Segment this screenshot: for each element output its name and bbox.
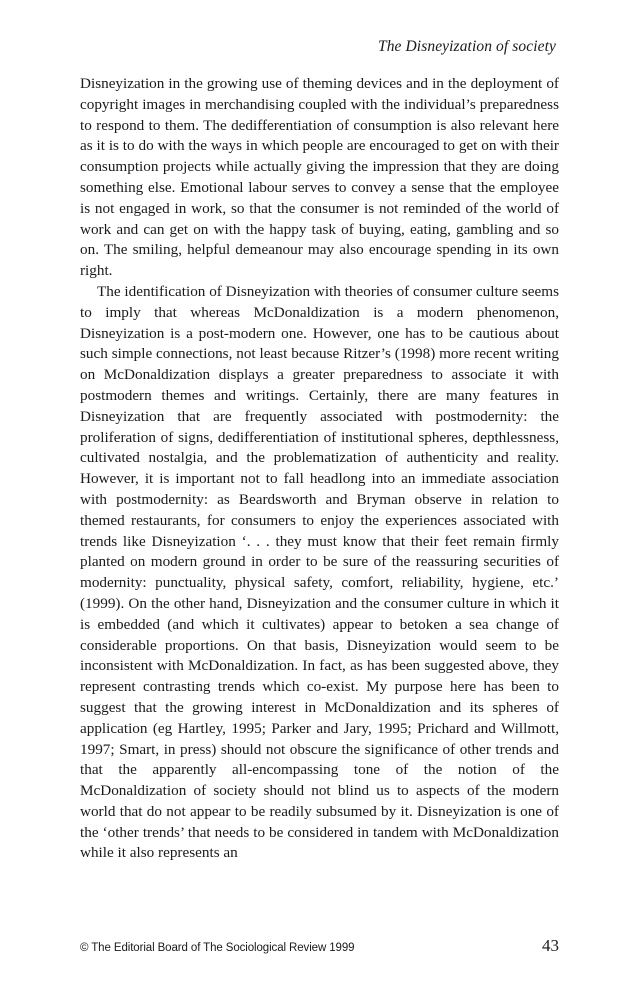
copyright-notice: © The Editorial Board of The Sociological Review 1999 <box>80 942 355 954</box>
page-footer <box>80 936 559 956</box>
page-number: 43 <box>542 936 559 955</box>
running-head-title: The Disneyization of society <box>377 38 556 55</box>
paragraph-1: Disneyization in the growing use of theming devices and in the deployment of copyright images in merchandising coupled with the individual’s preparedness to respond to them. The dedifferentiation of consumption is also relevant here as it is to do with the ways in which people are encouraged to get on with their consumption projects while actually giving the impression that they are doing something else. Emotional labour serves to convey a sense that the employee is not engaged in work, so that the consumer is not reminded of the world of work and can get on with the happy task of buying, eating, gambling and so on. The smiling, helpful demeanour may also encourage spending in its own right. <box>80 75 559 280</box>
paragraph-2: The identification of Disneyization with theories of consumer culture seems to imply that whereas McDonaldization is a modern phenomenon, Disneyization is a post-modern one. However, one has to be cautious about such simple connections, not least because Ritzer’s (1998) more recent writing on McDonaldization displays a greater preparedness to associate it with postmodern themes and writings. Certainly, there are many features in Disneyization that are frequently associated with postmodernity: the proliferation of signs, dedifferentiation of institutional spheres, depthlessness, cultivated nostalgia, and the problematization of authenticity and reality. However, it is important not to fall headlong into an immediate association with postmodernity: as Beardsworth and Bryman observe in relation to themed restaurants, for consumers to enjoy the experiences associated with trends like Disneyization ‘. . . they must know that their feet remain firmly planted on modern ground in order to be sure of the reassuring securities of modernity: punctuality, physical safety, comfort, reliability, hygiene, etc.’ (1999). On the other hand, Disneyization and the consumer culture in which it is embedded (and which it cultivates) appear to betoken a sea change of considerable proportions. On that basis, Disneyization would seem to be inconsistent with McDonaldization. In fact, as has been suggested above, they represent contrasting trends which co-exist. My purpose here has been to suggest that the growing interest in McDonaldization and its spheres of application (eg Hartley, 1995; Parker and Jary, 1995; Prichard and Willmott, 1997; Smart, in press) should not obscure the significance of other trends and that the apparently all-encompassing tone of the notion of the McDonaldization of society should not blind us to aspects of the modern world that do not appear to be readily subsumed by it. Disneyization is one of the ‘other trends’ that needs to be considered in tandem with McDonaldization while it also represents an <box>80 282 559 862</box>
article-body <box>80 74 559 864</box>
